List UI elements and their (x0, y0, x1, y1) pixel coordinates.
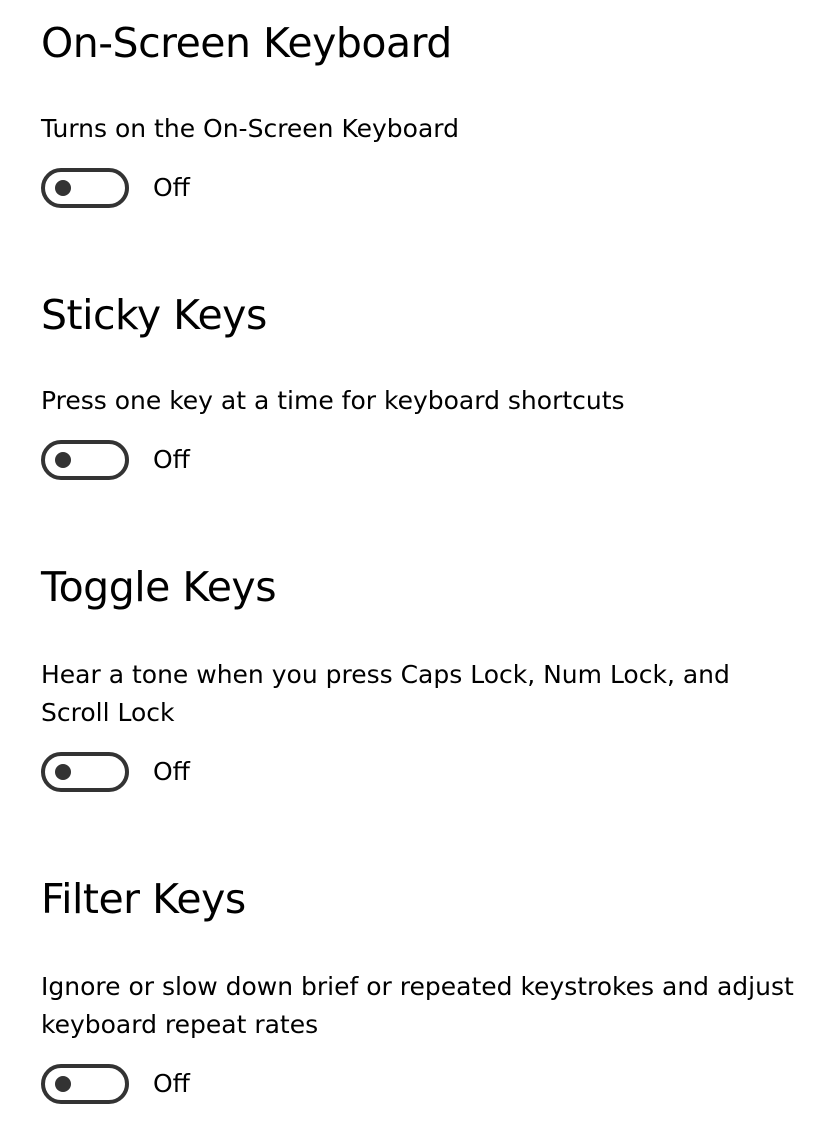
filter-keys-section (41, 874, 821, 1098)
toggle-keys-description: Hear a tone when you press Caps Lock, Num Lock, and Scroll Lock (41, 660, 730, 727)
toggle-keys-toggle-row[interactable] (41, 752, 190, 792)
filter-keys-toggle-row[interactable] (41, 1064, 190, 1104)
toggle-keys-title: Toggle Keys (41, 563, 277, 611)
on-screen-keyboard-description: Turns on the On-Screen Keyboard (41, 114, 459, 143)
toggle-knob (55, 1076, 71, 1092)
toggle-knob (55, 180, 71, 196)
sticky-keys-state: Off (153, 445, 190, 474)
toggle-keys-state: Off (153, 757, 190, 786)
filter-keys-state: Off (153, 1069, 190, 1098)
on-screen-keyboard-title: On-Screen Keyboard (41, 19, 452, 67)
sticky-keys-section (41, 290, 821, 474)
filter-keys-description: Ignore or slow down brief or repeated keystrokes and adjust keyboard repeat rates (41, 972, 794, 1039)
toggle-knob (55, 452, 71, 468)
on-screen-keyboard-toggle[interactable] (41, 168, 129, 208)
toggle-keys-section (41, 562, 821, 786)
sticky-keys-description: Press one key at a time for keyboard shortcuts (41, 386, 625, 415)
toggle-knob (55, 764, 71, 780)
sticky-keys-toggle-row[interactable] (41, 440, 190, 480)
sticky-keys-title: Sticky Keys (41, 291, 267, 339)
sticky-keys-toggle[interactable] (41, 440, 129, 480)
filter-keys-toggle[interactable] (41, 1064, 129, 1104)
on-screen-keyboard-section (41, 18, 821, 202)
on-screen-keyboard-toggle-row[interactable] (41, 168, 190, 208)
filter-keys-title: Filter Keys (41, 875, 246, 923)
toggle-keys-toggle[interactable] (41, 752, 129, 792)
on-screen-keyboard-state: Off (153, 173, 190, 202)
